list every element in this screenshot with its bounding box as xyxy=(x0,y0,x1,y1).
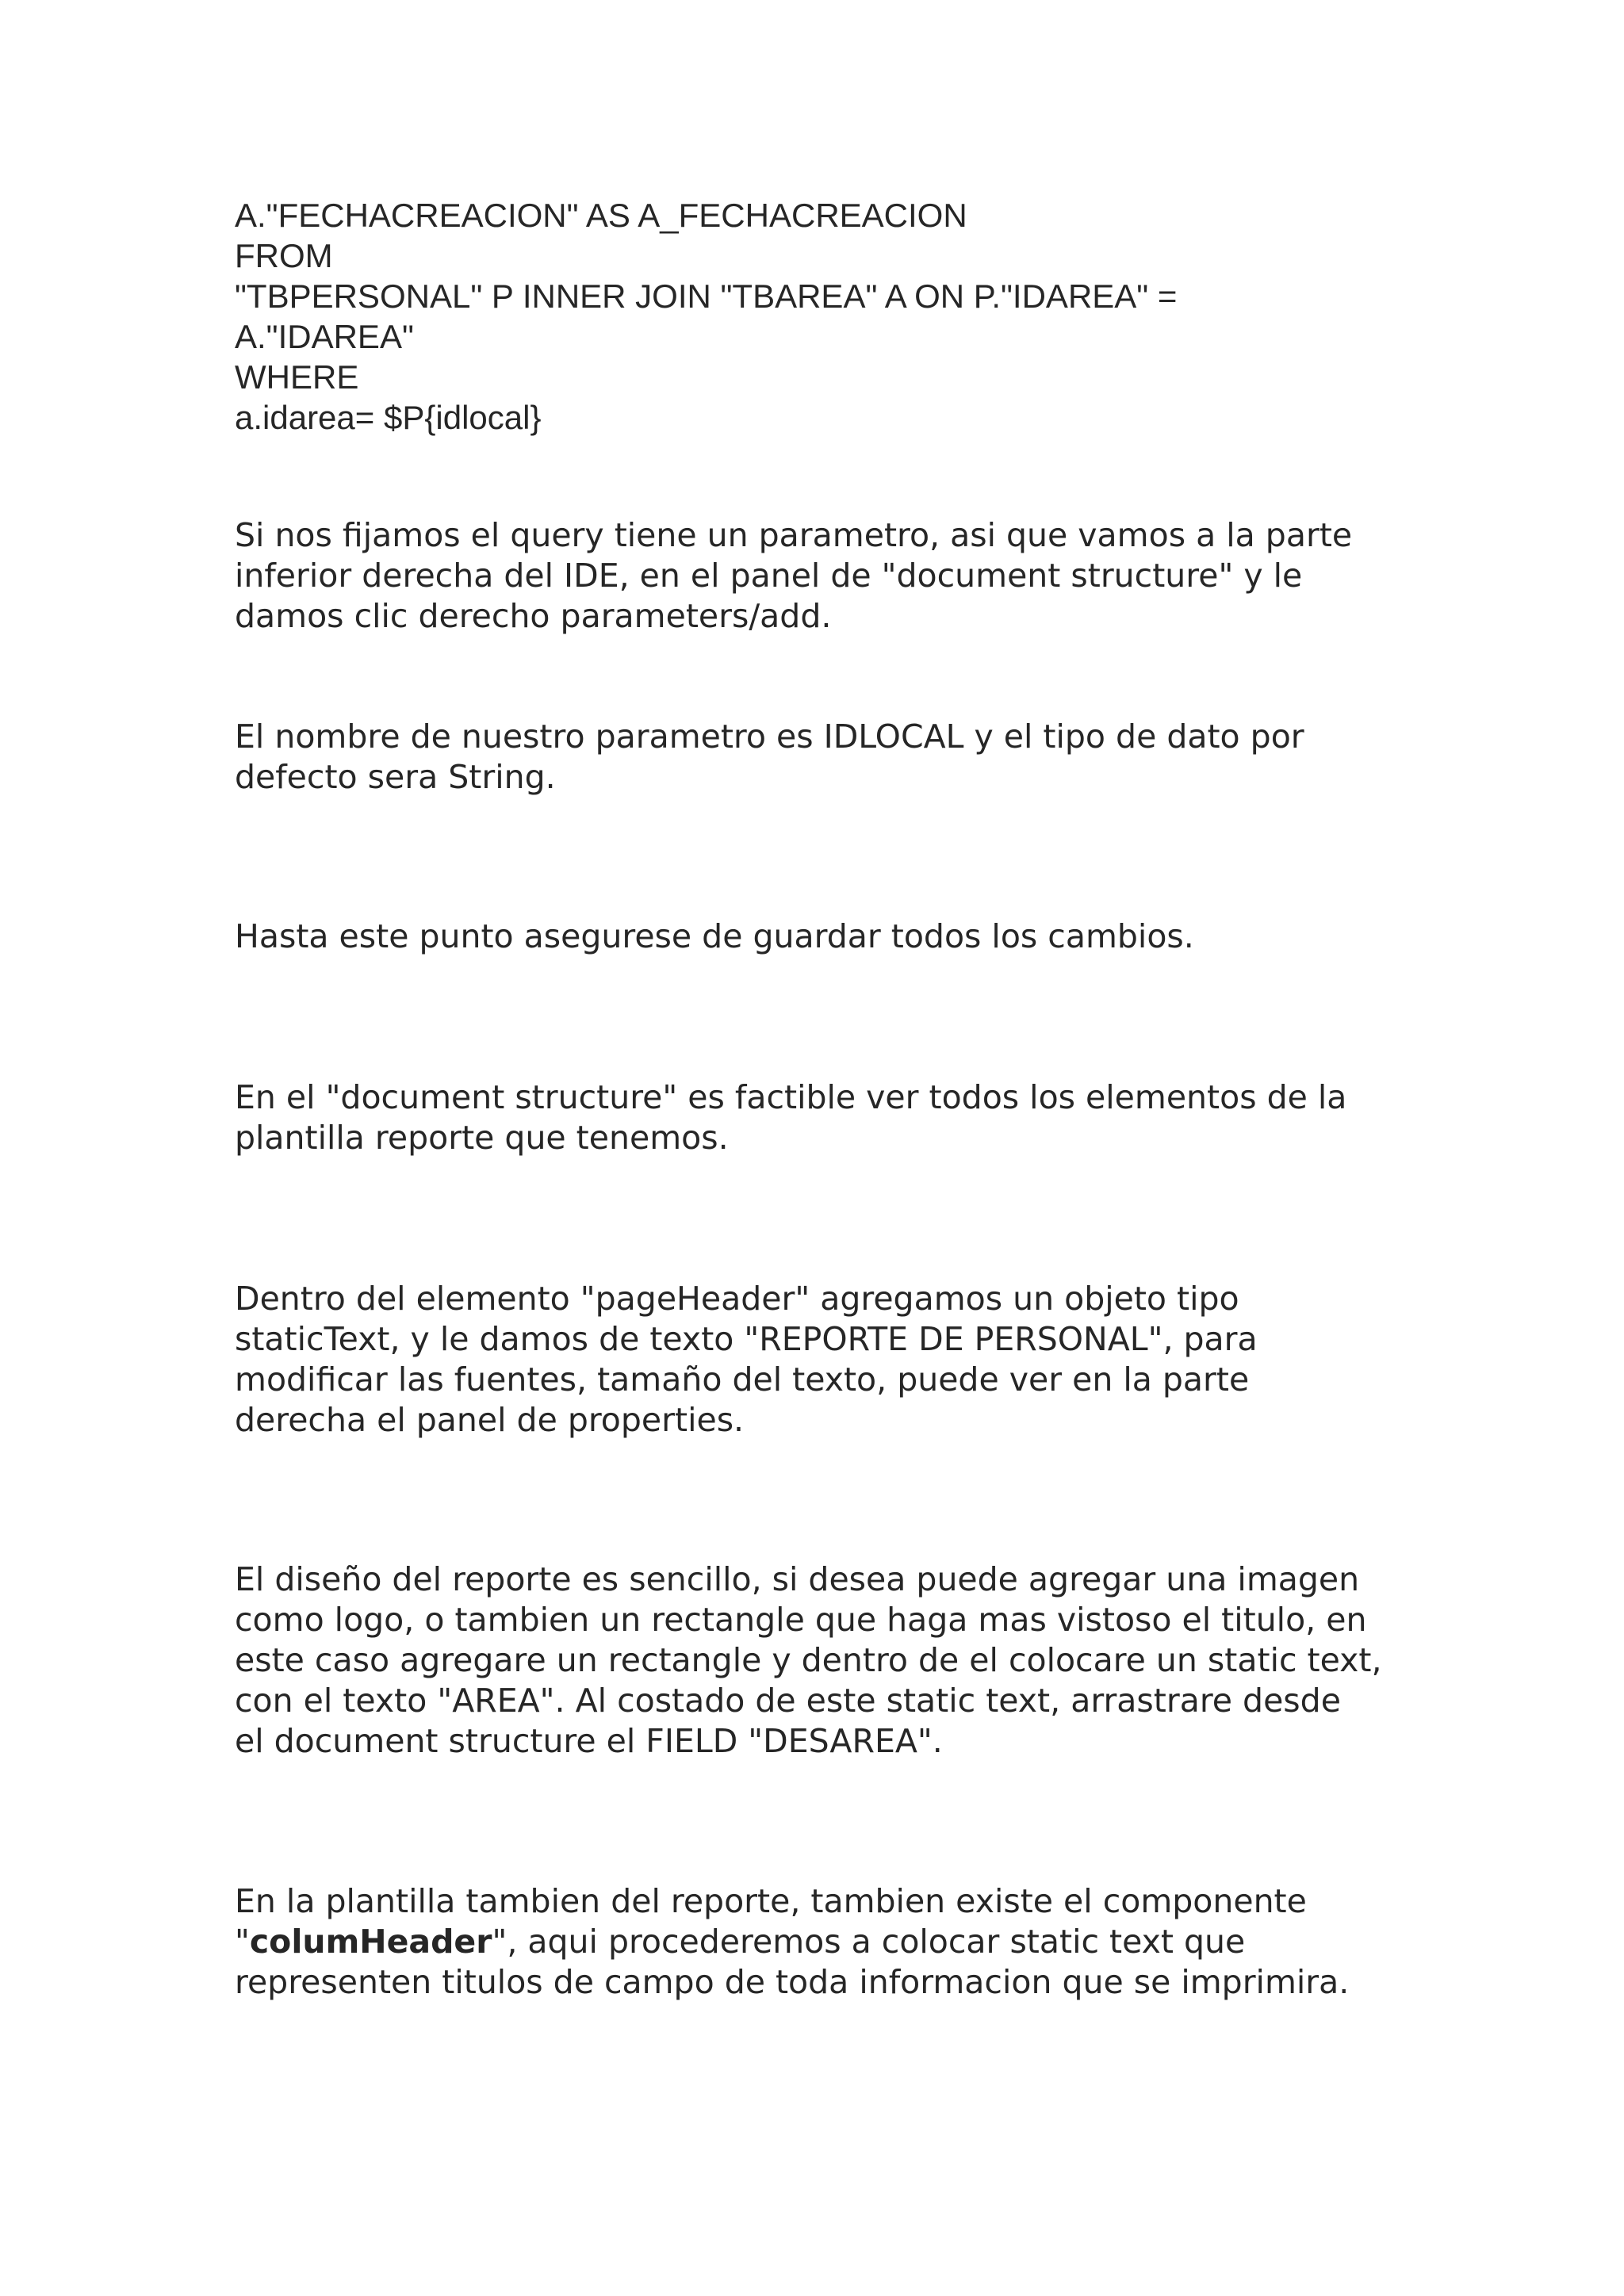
paragraph-page-header xyxy=(235,1279,1424,1441)
paragraph-line: Si nos fijamos el query tiene un parametro, asi que vamos a la parte xyxy=(235,516,1353,554)
paragraph-line: el document structure el FIELD "DESAREA". xyxy=(235,1722,943,1760)
sql-line: A."IDAREA" xyxy=(235,318,414,355)
paragraph-line: En el "document structure" es factible ver todos los elementos de la xyxy=(235,1078,1347,1116)
paragraph-line: damos clic derecho parameters/add. xyxy=(235,597,832,635)
paragraph-line: Hasta este punto asegurese de guardar todos los cambios. xyxy=(235,917,1194,955)
sql-line: "TBPERSONAL" P INNER JOIN "TBAREA" A ON P."IDAREA" = xyxy=(235,277,1178,315)
paragraph-line: con el texto "AREA". Al costado de este static text, arrastrare desde xyxy=(235,1682,1341,1720)
paragraph-line-with-bold xyxy=(235,1922,1424,1962)
paragraph-parameter-intro xyxy=(235,515,1424,637)
paragraph-line: Dentro del elemento "pageHeader" agregamos un objeto tipo xyxy=(235,1280,1239,1318)
paragraph-line: En la plantilla tambien del reporte, tambien existe el componente xyxy=(235,1882,1307,1920)
paragraph-line: defecto sera String. xyxy=(235,758,556,796)
paragraph-line: modificar las fuentes, tamaño del texto, puede ver en la parte xyxy=(235,1360,1250,1399)
paragraph-document-structure xyxy=(235,1077,1424,1158)
sql-line: FROM xyxy=(235,237,333,274)
quote-open: " xyxy=(235,1923,250,1961)
paragraph-save-changes xyxy=(235,916,1424,957)
paragraph-line: representen titulos de campo de toda informacion que se imprimira. xyxy=(235,1963,1350,2001)
line-remainder: ", aqui procederemos a colocar static text que xyxy=(492,1923,1246,1961)
paragraph-line: este caso agregare un rectangle y dentro de el colocare un static text, xyxy=(235,1641,1382,1679)
paragraph-parameter-name xyxy=(235,717,1424,798)
sql-line: WHERE xyxy=(235,358,359,396)
sql-line: a.idarea= $P{idlocal} xyxy=(235,399,542,436)
paragraph-line: El diseño del reporte es sencillo, si desea puede agregar una imagen xyxy=(235,1560,1360,1598)
paragraph-line: derecha el panel de properties. xyxy=(235,1401,745,1439)
sql-query-fragment xyxy=(235,195,1424,438)
paragraph-line: El nombre de nuestro parametro es IDLOCAL y el tipo de dato por xyxy=(235,718,1304,756)
paragraph-column-header xyxy=(235,1881,1424,2003)
paragraph-line: plantilla reporte que tenemos. xyxy=(235,1119,729,1157)
paragraph-line: staticText, y le damos de texto "REPORTE DE PERSONAL", para xyxy=(235,1320,1258,1358)
paragraph-line: como logo, o tambien un rectangle que haga mas vistoso el titulo, en xyxy=(235,1601,1367,1639)
column-header-term: columHeader xyxy=(249,1923,492,1961)
paragraph-report-design xyxy=(235,1559,1424,1762)
sql-line: A."FECHACREACION" AS A_FECHACREACION xyxy=(235,197,967,234)
paragraph-line: inferior derecha del IDE, en el panel de "document structure" y le xyxy=(235,557,1303,595)
